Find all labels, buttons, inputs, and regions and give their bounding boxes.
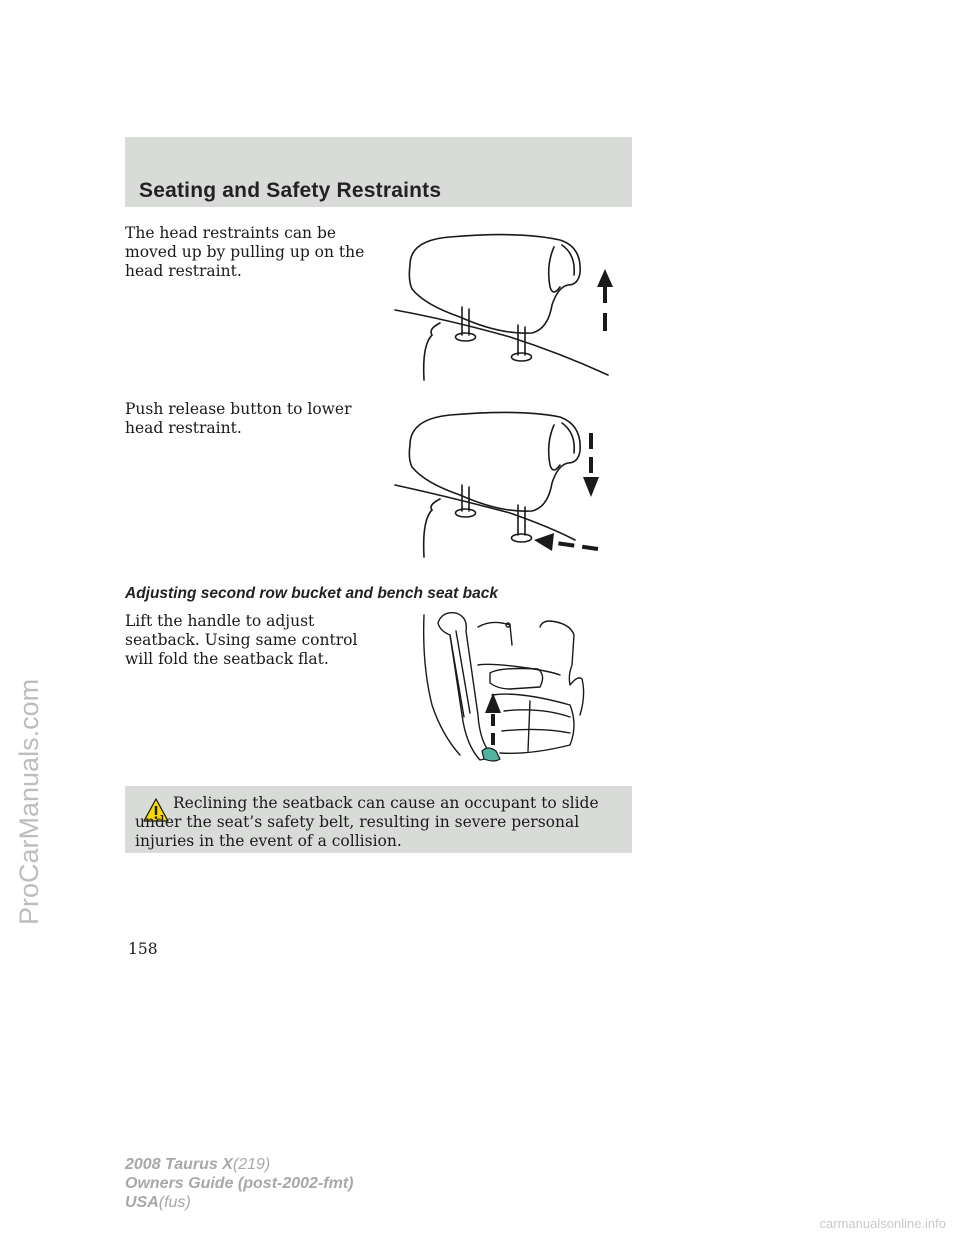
seatback-instructions: Lift the handle to adjust seatback. Using same control will fold the seatback flat. — [125, 612, 358, 668]
warning-box — [125, 786, 632, 853]
footer-model: 2008 Taurus X — [125, 1156, 233, 1173]
head-restraint-lower-illustration — [390, 405, 630, 565]
page-title: Seating and Safety Restraints — [139, 179, 442, 202]
bottom-watermark: carmanualsonline.info — [819, 1216, 946, 1231]
footer-line-market — [125, 1193, 353, 1212]
down-arrow-icon — [583, 477, 599, 497]
section-header — [125, 137, 632, 207]
footer-line-guide — [125, 1174, 353, 1193]
footer-market-code: (fus) — [158, 1194, 191, 1211]
warning-text: Reclining the seatback can cause an occupant to slide under the seat’s safety belt, resulting in severe personal injuries in the event of a collision. — [135, 794, 599, 850]
footer-market: USA — [125, 1194, 159, 1211]
footer-guide: Owners Guide (post-2002-fmt) — [125, 1175, 354, 1192]
up-arrow-icon — [597, 269, 613, 287]
side-watermark: ProCarManuals.com — [14, 678, 44, 925]
document-footer — [125, 1155, 353, 1212]
seatback-handle-illustration — [420, 605, 590, 770]
head-restraint-raise-illustration — [390, 225, 630, 385]
lift-arrow-icon — [485, 693, 501, 713]
page-number: 158 — [128, 940, 158, 958]
seatback-heading: Adjusting second row bucket and bench seat back — [125, 585, 498, 602]
raise-instructions: The head restraints can be moved up by pulling up on the head restraint. — [125, 224, 365, 280]
push-arrow-icon — [534, 533, 554, 551]
footer-model-code: (219) — [232, 1156, 271, 1173]
footer-line-model — [125, 1155, 353, 1174]
seatback-handle — [482, 748, 500, 761]
lower-instructions: Push release button to lower head restraint. — [125, 400, 352, 437]
